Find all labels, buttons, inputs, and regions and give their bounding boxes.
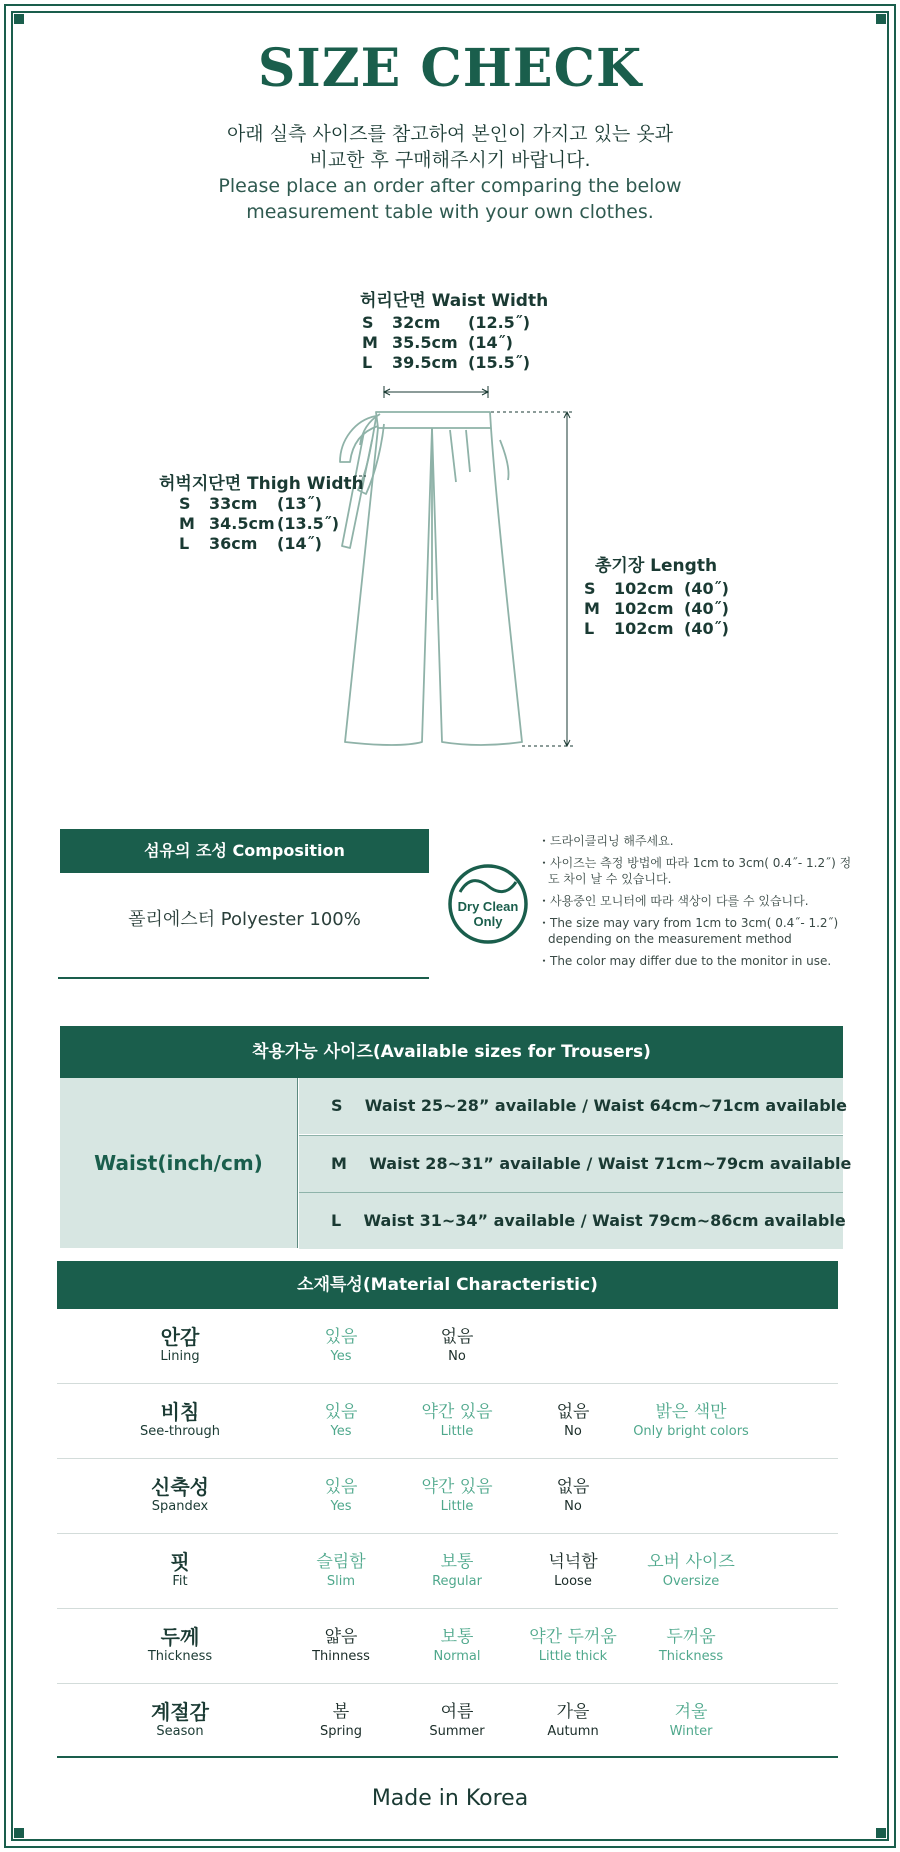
thigh-row: S 33cm (13˝)	[179, 494, 322, 513]
available-sizes-header: 착용가능 사이즈(Available sizes for Trousers)	[60, 1026, 843, 1078]
available-size-row: L Waist 31~34” available / Waist 79cm~86cm available	[299, 1193, 843, 1249]
option-en: Summer	[429, 1724, 485, 1739]
option-ko: 봄	[332, 1702, 350, 1722]
option-ko: 가을	[556, 1702, 590, 1722]
material-row-label	[80, 1551, 280, 1591]
label-en: Season	[156, 1724, 204, 1739]
made-in-label: Made in Korea	[371, 1786, 529, 1811]
material-option	[621, 1401, 761, 1441]
material-option	[387, 1326, 527, 1366]
material-row	[57, 1534, 838, 1609]
label-ko: 신축성	[151, 1475, 209, 1499]
option-ko: 겨울	[674, 1702, 708, 1722]
waist-row: S 32cm (12.5˝)	[362, 313, 531, 332]
option-ko: 있음	[324, 1477, 358, 1497]
dry-clean-text-2: Only	[473, 914, 503, 929]
material-row	[57, 1384, 838, 1459]
label-ko: 안감	[160, 1325, 200, 1349]
material-row-label	[80, 1401, 280, 1441]
option-ko: 슬림함	[316, 1552, 366, 1572]
label-en: See-through	[139, 1424, 221, 1439]
option-en: Loose	[554, 1574, 592, 1589]
option-en: Only bright colors	[633, 1424, 749, 1439]
care-note: ・사용중인 모니터에 따라 색상이 다를 수 있습니다.	[538, 894, 809, 908]
intro-en-line2: measurement table with your own clothes.	[246, 201, 654, 223]
label-en: Thickness	[147, 1649, 213, 1664]
option-ko: 없음	[440, 1327, 474, 1347]
care-notes	[538, 833, 858, 975]
option-ko: 오버 사이즈	[647, 1552, 735, 1572]
option-en: Spring	[320, 1724, 362, 1739]
composition-divider	[58, 977, 429, 979]
care-note: ・The size may vary from 1cm to 3cm( 0.4˝- 1.2˝) depending on the measurement method	[538, 916, 839, 946]
page-title: SIZE CHECK	[257, 38, 643, 99]
option-ko: 얇음	[324, 1627, 358, 1647]
material-row	[57, 1684, 838, 1759]
label-en: Fit	[172, 1574, 188, 1589]
length-row: S 102cm (40˝)	[584, 579, 729, 598]
thigh-row: M 34.5cm (13.5˝)	[179, 514, 340, 533]
trousers-illustration	[0, 0, 900, 800]
label-en: Lining	[160, 1349, 200, 1364]
option-ko: 두꺼움	[666, 1627, 716, 1647]
thigh-row: L 36cm (14˝)	[179, 534, 322, 553]
option-ko: 밝은 색만	[655, 1402, 727, 1422]
option-en: Little thick	[538, 1649, 608, 1664]
corner-mark	[14, 1828, 24, 1838]
waist-row: M 35.5cm (14˝)	[362, 333, 513, 352]
waist-row: L 39.5cm (15.5˝)	[362, 353, 531, 372]
available-sizes-label: Waist(inch/cm)	[60, 1078, 298, 1248]
option-ko: 여름	[440, 1702, 474, 1722]
material-row-label	[80, 1326, 280, 1366]
material-bottom-line	[57, 1756, 838, 1758]
material-option	[621, 1701, 761, 1741]
option-en: No	[564, 1424, 582, 1439]
length-row: L 102cm (40˝)	[584, 619, 729, 638]
intro-ko-line1: 아래 실측 사이즈를 참고하여 본인이 가지고 있는 옷과	[226, 123, 674, 145]
option-en: Slim	[326, 1574, 356, 1589]
option-ko: 약간 있음	[421, 1402, 493, 1422]
option-en: Autumn	[547, 1724, 599, 1739]
option-ko: 보통	[440, 1627, 474, 1647]
care-note: ・The color may differ due to the monitor in use.	[538, 954, 832, 968]
composition-value: 폴리에스터 Polyester 100%	[128, 909, 361, 930]
intro-ko-line2: 비교한 후 구매해주시기 바랍니다.	[309, 149, 591, 171]
composition-header: 섬유의 조성 Composition	[60, 829, 429, 873]
option-ko: 보통	[440, 1552, 474, 1572]
option-en: Little	[440, 1424, 474, 1439]
option-en: No	[564, 1499, 582, 1514]
option-ko: 있음	[324, 1402, 358, 1422]
available-size-row: M Waist 28~31” available / Waist 71cm~79cm available	[299, 1136, 843, 1192]
option-en: Thickness	[658, 1649, 724, 1664]
option-en: Little	[440, 1499, 474, 1514]
intro-en-line1: Please place an order after comparing the below	[218, 175, 682, 197]
label-ko: 핏	[170, 1550, 190, 1574]
option-en: Yes	[330, 1349, 352, 1364]
option-ko: 없음	[556, 1477, 590, 1497]
option-en: Yes	[330, 1499, 352, 1514]
material-row	[57, 1609, 838, 1684]
label-ko: 계절감	[151, 1700, 209, 1724]
option-en: No	[448, 1349, 466, 1364]
option-en: Normal	[433, 1649, 481, 1664]
available-size-row: S Waist 25~28” available / Waist 64cm~71cm available	[299, 1078, 843, 1134]
dry-clean-text-1: Dry Clean	[457, 899, 519, 914]
material-row-label	[80, 1476, 280, 1516]
corner-mark	[876, 1828, 886, 1838]
option-en: Oversize	[662, 1574, 720, 1589]
option-en: Regular	[432, 1574, 482, 1589]
option-ko: 약간 두꺼움	[529, 1627, 617, 1647]
option-en: Winter	[669, 1724, 713, 1739]
option-en: Yes	[330, 1424, 352, 1439]
length-row: M 102cm (40˝)	[584, 599, 729, 618]
material-option	[503, 1476, 643, 1516]
label-ko: 비침	[160, 1400, 200, 1424]
material-row-label	[80, 1701, 280, 1741]
label-en: Spandex	[151, 1499, 209, 1514]
label-ko: 두께	[160, 1625, 200, 1649]
material-option	[621, 1626, 761, 1666]
length-label: 총기장 Length	[595, 556, 718, 576]
material-row-label	[80, 1626, 280, 1666]
option-ko: 없음	[556, 1402, 590, 1422]
care-note: ・사이즈는 측정 방법에 따라 1cm to 3cm( 0.4˝- 1.2˝) 정도 차이 날 수 있습니다.	[538, 856, 852, 886]
waist-label: 허리단면 Waist Width	[360, 291, 549, 311]
material-header: 소재특성(Material Characteristic)	[57, 1261, 838, 1309]
material-row	[57, 1459, 838, 1534]
material-row	[57, 1309, 838, 1384]
care-note: ・드라이클리닝 해주세요.	[538, 834, 674, 848]
dry-clean-wave-icon	[446, 862, 530, 946]
material-option	[621, 1551, 761, 1591]
thigh-label: 허벅지단면 Thigh Width	[159, 474, 364, 494]
option-ko: 약간 있음	[421, 1477, 493, 1497]
option-en: Thinness	[312, 1649, 370, 1664]
option-ko: 있음	[324, 1327, 358, 1347]
option-ko: 넉넉함	[548, 1552, 598, 1572]
